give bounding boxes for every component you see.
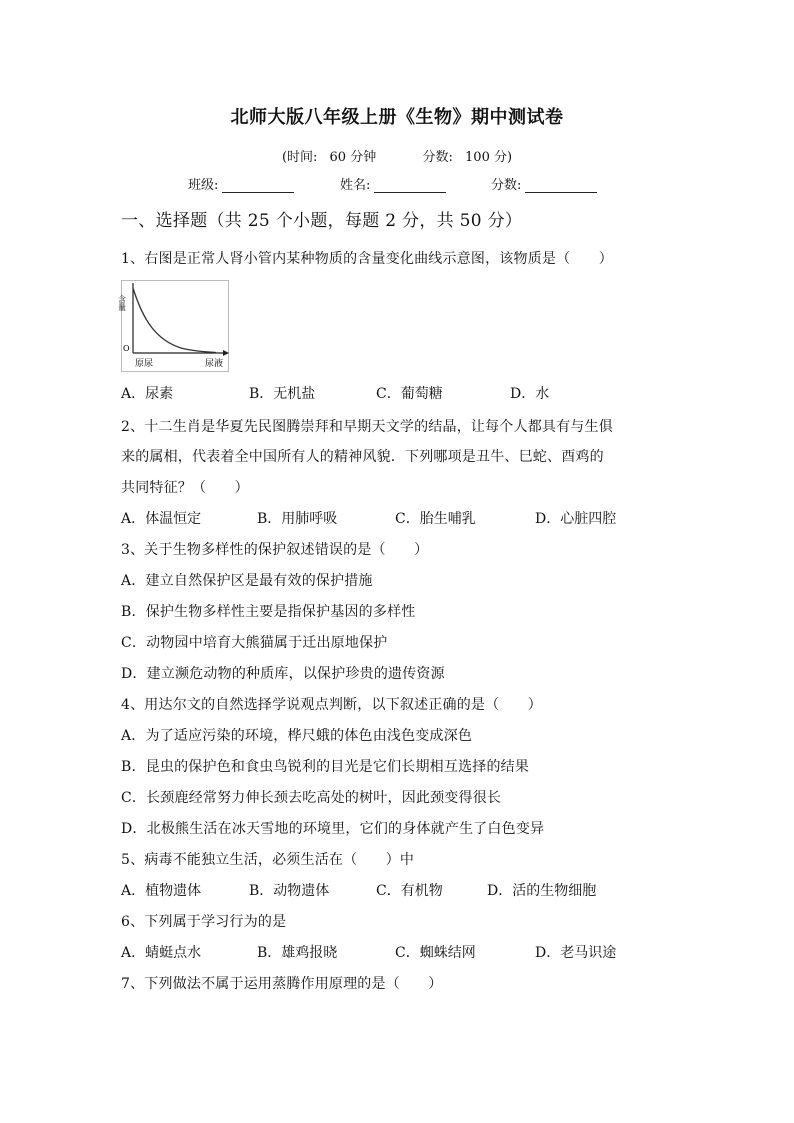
grade-blank[interactable] [525, 178, 597, 193]
q1-option-d[interactable]: D．水 [510, 386, 550, 402]
time-value: 60 分钟 [329, 150, 377, 165]
q6-option-b[interactable]: B．雄鸡报晓 [257, 945, 338, 961]
q1-option-c[interactable]: C．葡萄糖 [376, 386, 443, 402]
q1-option-b[interactable]: B．无机盐 [249, 386, 316, 402]
content-curve [133, 288, 216, 353]
q2-option-b[interactable]: B．用肺呼吸 [257, 511, 338, 527]
grade-label: 分数: [491, 178, 522, 193]
q6-option-c[interactable]: C．蜘蛛结网 [395, 945, 476, 961]
q6-option-a[interactable]: A．蜻蜓点水 [121, 945, 202, 961]
name-label: 姓名: [340, 178, 371, 193]
q3-option-d[interactable]: D．建立濒危动物的种质库，以保护珍贵的遗传资源 [121, 666, 445, 682]
question-1-stem: 1、右图是正常人肾小管内某种物质的含量变化曲线示意图，该物质是（ ） [121, 251, 613, 267]
time-label: (时间: [281, 150, 318, 165]
q3-option-b[interactable]: B．保护生物多样性主要是指保护基因的多样性 [121, 604, 416, 620]
y-axis-label: 含量 [117, 295, 127, 311]
q5-option-b[interactable]: B．动物遗体 [249, 883, 330, 899]
q5-option-c[interactable]: C．有机物 [376, 883, 443, 899]
question-6-stem: 6、下列属于学习行为的是 [121, 914, 287, 930]
q4-option-c[interactable]: C．长颈鹿经常努力伸长颈去吃高处的树叶，因此颈变得很长 [121, 790, 502, 806]
score-label: 分数: [422, 150, 453, 165]
grade-field[interactable] [491, 174, 597, 193]
q5-option-d[interactable]: D．活的生物细胞 [487, 883, 597, 899]
content-curve-figure [117, 280, 231, 372]
q1-option-a[interactable]: A．尿素 [121, 386, 174, 402]
q3-option-a[interactable]: A．建立自然保护区是最有效的保护措施 [121, 573, 373, 589]
q4-option-a[interactable]: A．为了适应污染的环境，桦尺蛾的体色由浅色变成深色 [121, 728, 473, 744]
page-title: 北师大版八年级上册《生物》期中测试卷 [230, 107, 564, 128]
class-field[interactable] [188, 174, 294, 193]
figure-frame [122, 281, 229, 372]
q4-option-b[interactable]: B．昆虫的保护色和食虫鸟锐利的目光是它们长期相互选择的结果 [121, 759, 530, 775]
name-field[interactable] [340, 174, 446, 193]
x-end-label: 尿液 [205, 359, 224, 369]
q2-option-d[interactable]: D．心脏四腔 [535, 511, 617, 527]
question-2-stem-line-1: 2、十二生肖是华夏先民图腾崇拜和早期天文学的结晶，让每个人都具有与生俱 [121, 419, 613, 435]
question-2-stem-line-3: 共同特征？（ ） [121, 480, 249, 496]
score-value: 100 分) [465, 150, 513, 165]
origin-label: O [123, 344, 130, 353]
question-3-stem: 3、关于生物多样性的保护叙述错误的是（ ） [121, 542, 429, 558]
x-start-label: 原尿 [135, 359, 154, 369]
section-heading: 一、选择题（共 25 个小题，每题 2 分，共 50 分） [121, 211, 523, 231]
exam-meta [0, 146, 794, 165]
q2-option-a[interactable]: A．体温恒定 [121, 511, 202, 527]
q5-option-a[interactable]: A．植物遗体 [121, 883, 202, 899]
q4-option-d[interactable]: D．北极熊生活在冰天雪地的环境里，它们的身体就产生了白色变异 [121, 821, 545, 837]
q6-option-d[interactable]: D．老马识途 [535, 945, 617, 961]
question-5-stem: 5、病毒不能独立生活，必须生活在（ ）中 [121, 852, 415, 868]
q2-option-c[interactable]: C．胎生哺乳 [395, 511, 476, 527]
class-label: 班级: [188, 178, 219, 193]
question-4-stem: 4、用达尔文的自然选择学说观点判断，以下叙述正确的是（ ） [121, 697, 542, 713]
q3-option-c[interactable]: C．动物园中培育大熊猫属于迁出原地保护 [121, 635, 388, 651]
class-blank[interactable] [222, 178, 294, 193]
question-2-stem-line-2: 来的属相，代表着全中国所有人的精神风貌．下列哪项是丑牛、巳蛇、酉鸡的 [121, 449, 604, 465]
name-blank[interactable] [374, 178, 446, 193]
question-7-stem: 7、下列做法不属于运用蒸腾作用原理的是（ ） [121, 976, 443, 992]
